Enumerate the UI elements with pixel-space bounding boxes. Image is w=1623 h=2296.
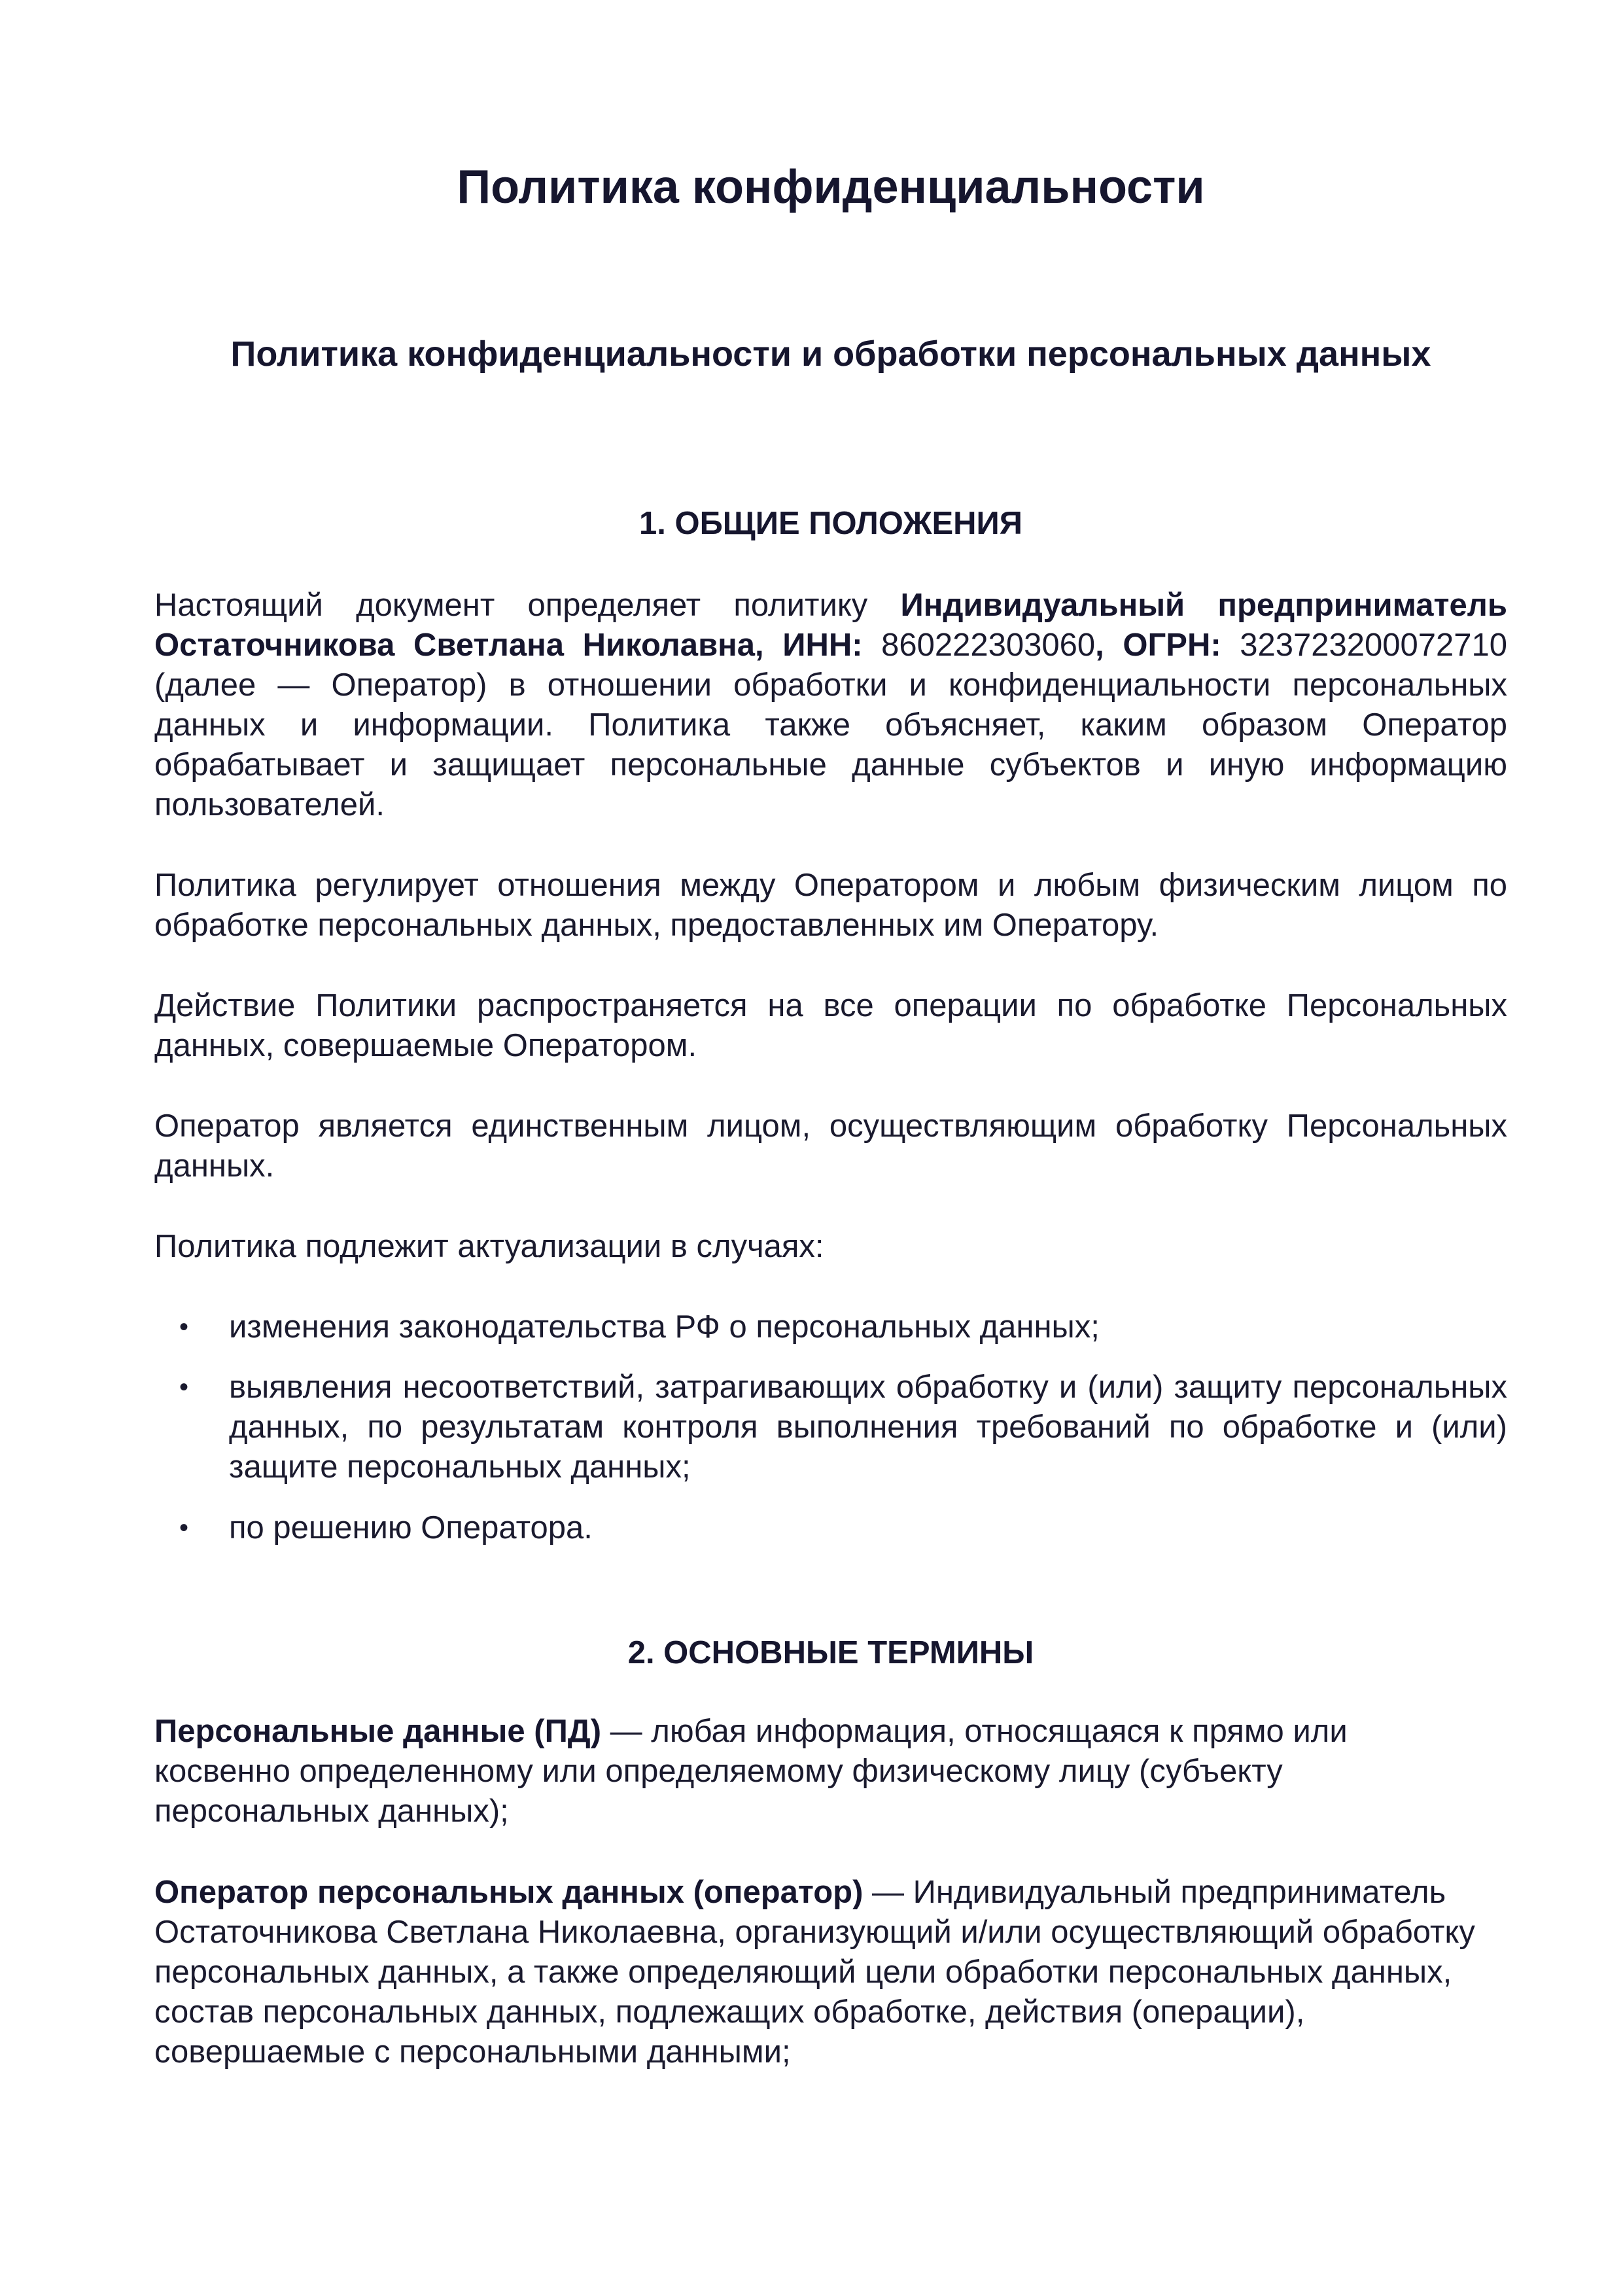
ogrn-label: ОГРН: [1123,627,1221,663]
bullet-icon: • [179,1313,189,1341]
list-item-text: по решению Оператора. [229,1510,593,1545]
term-definition: — Индивидуальный предприниматель Остаточникова Светлана Николаевна, организующий и/или осуществляющий обработку персональных данных, а также определяющий цели обработки персональных данных, состав персональных данных, подлежащих обработке, действия (операции), совершаемые с персональными данными; [154,1875,1475,2070]
term-personal-data [154,1712,1450,1831]
section-1-heading: 1. ОБЩИЕ ПОЛОЖЕНИЯ [638,506,1022,541]
operator-name: Индивидуальный предприниматель Остаточникова Светлана Николавна, ИНН: [154,588,1507,663]
inn-value: 860222303060 [862,627,1096,663]
intro-lead: Настоящий документ определяет политику [154,588,901,623]
inn-comma: , [1095,627,1104,663]
document-subtitle: Политика конфиденциальности и обработки персональных данных [230,334,1431,374]
list-item-text: изменения законодательства РФ о персональных данных; [229,1309,1100,1345]
section-2-heading: 2. ОСНОВНЫЕ ТЕРМИНЫ [627,1635,1034,1670]
ogrn-value: 323723200072710 [1221,627,1508,663]
page-title: Политика конфиденциальности [457,161,1205,213]
section-1-intro [154,586,1507,825]
bullet-icon: • [179,1513,189,1542]
term-definition: — любая информация, относящаяся к прямо или косвенно определенному или определяемому физическому лицу (субъекту персональных данных); [154,1714,1348,1829]
term-name: Персональные данные (ПД) [154,1714,602,1749]
intro-rest: (далее — Оператор) в отношении обработки и конфиденциальности персональных данных и информации. Политика также объясняет, каким образом Оператор обрабатывает и защищает персональные данные субъектов и иную информацию пользователей. [154,667,1507,822]
term-operator [154,1873,1507,2072]
section-1-paragraph-5: Политика подлежит актуализации в случаях: [154,1229,824,1264]
section-1-paragraph-3: Действие Политики распространяется на все операции по обработке Персональных данных, совершаемые Оператором. [154,988,1507,1063]
section-1-paragraph-4: Оператор является единственным лицом, осуществляющим обработку Персональных данных. [154,1108,1507,1184]
bullet-icon: • [179,1373,189,1402]
list-item-text: выявления несоответствий, затрагивающих обработку и (или) защиту персональных данных, по результатам контроля выполнения требований по обработке и (или) защите персональных данных; [229,1369,1507,1485]
section-1-paragraph-2: Политика регулирует отношения между Оператором и любым физическим лицом по обработке персональных данных, предоставленных им Оператору. [154,868,1507,943]
term-name: Оператор персональных данных (оператор) [154,1875,864,1910]
